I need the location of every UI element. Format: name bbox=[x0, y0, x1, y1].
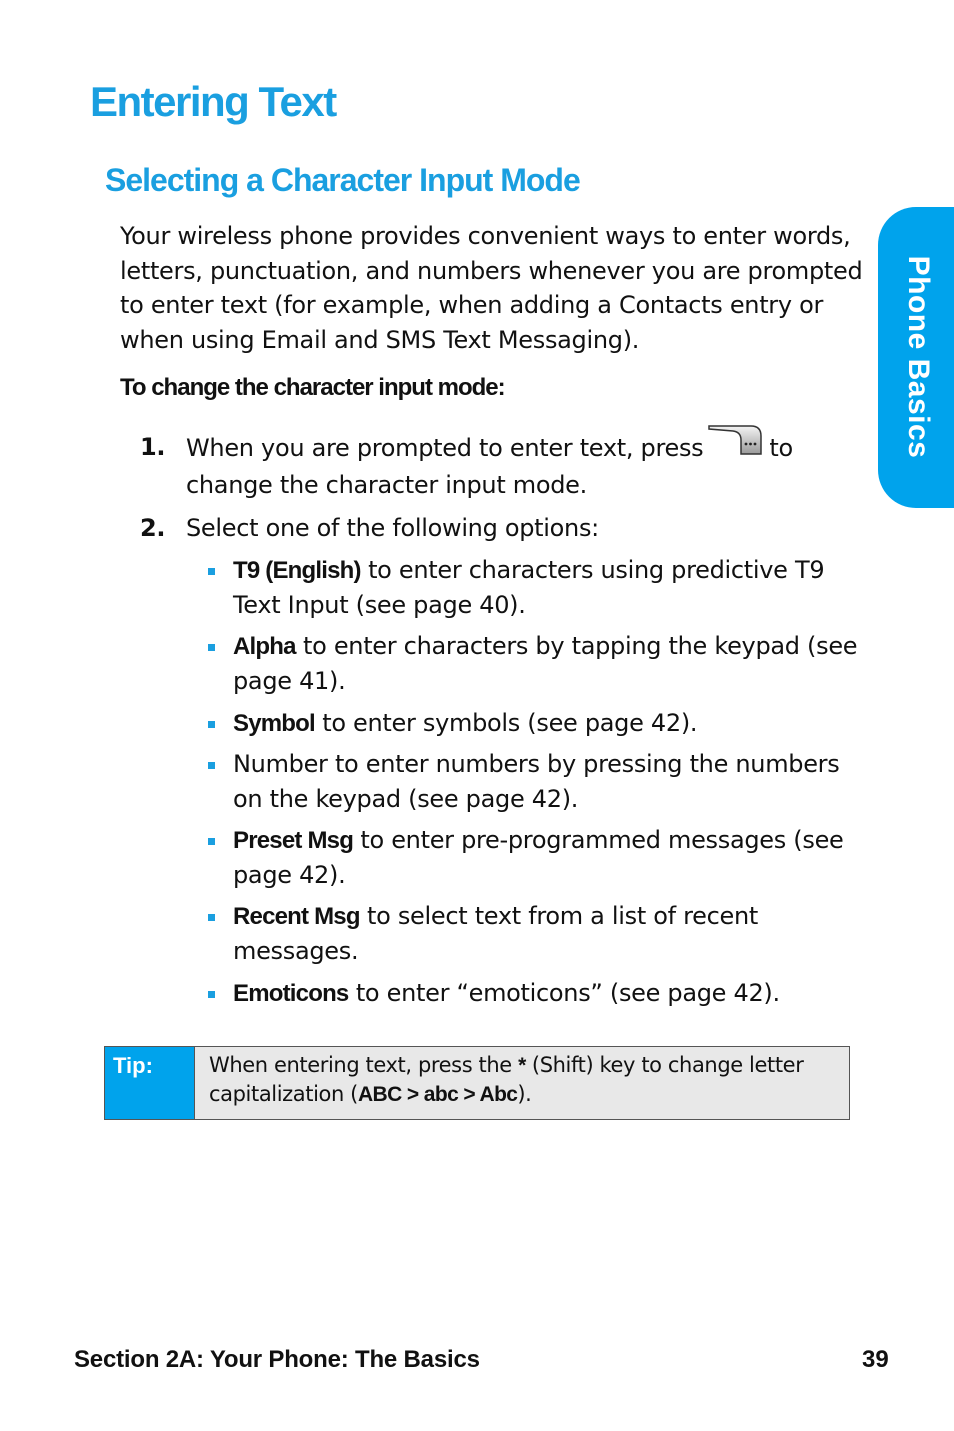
tip-label: Tip: bbox=[113, 1053, 153, 1078]
option-desc: to enter pre-programmed messages (see page 42). bbox=[233, 826, 844, 889]
side-tab-label: Phone Basics bbox=[902, 255, 935, 459]
option-desc: to enter characters by tapping the keypad (see page 41). bbox=[233, 632, 858, 695]
step-text: Select one of the following options: bbox=[186, 514, 599, 542]
procedure-lead: To change the character input mode: bbox=[120, 374, 505, 401]
step-text-before: When you are prompted to enter text, press bbox=[186, 434, 704, 462]
intro-paragraph: Your wireless phone provides convenient ways to enter words, letters, punctuation, and numbers whenever you are prompted to enter text (for example, when adding a Contacts entry or when using Email and SMS Text Messaging). bbox=[120, 222, 863, 354]
option-text bbox=[233, 899, 873, 969]
bullet-square bbox=[208, 991, 215, 998]
option-name: Preset Msg bbox=[233, 827, 354, 854]
option-desc: to enter “emoticons” (see page 42). bbox=[348, 979, 780, 1007]
bullet-square bbox=[208, 568, 215, 575]
section-heading: Selecting a Character Input Mode bbox=[105, 162, 580, 198]
capitalization-modes: ABC > abc > Abc bbox=[357, 1083, 518, 1106]
option-name: Recent Msg bbox=[233, 903, 360, 930]
option-name: T9 (English) bbox=[233, 557, 361, 584]
option-desc: to select text from a list of recent messages. bbox=[233, 902, 759, 965]
step-text-after: to change the character input mode. bbox=[186, 434, 793, 499]
option-name: Symbol bbox=[233, 710, 315, 737]
shift-key: * bbox=[518, 1054, 526, 1077]
step-number: 1. bbox=[140, 433, 166, 461]
option-text bbox=[233, 629, 873, 699]
option-name: Alpha bbox=[233, 633, 296, 660]
option-desc: to enter symbols (see page 42). bbox=[314, 709, 698, 737]
menu-softkey-icon bbox=[707, 422, 765, 468]
footer-page-number: 39 bbox=[862, 1346, 889, 1373]
bullet-square bbox=[208, 914, 215, 921]
tip-label-cell bbox=[105, 1047, 195, 1119]
bullet-square bbox=[208, 721, 215, 728]
page-title: Entering Text bbox=[90, 78, 336, 125]
tip-box bbox=[104, 1046, 850, 1120]
tip-text-part: (Shift) key to change letter capitalization ( bbox=[209, 1053, 804, 1106]
option-text bbox=[233, 747, 873, 817]
bullet-square bbox=[208, 762, 215, 769]
bullet-square bbox=[208, 644, 215, 651]
option-text bbox=[233, 976, 873, 1011]
step-number: 2. bbox=[140, 514, 166, 542]
option-text bbox=[233, 553, 873, 623]
option-text bbox=[233, 823, 873, 893]
option-name: Emoticons bbox=[233, 980, 349, 1007]
option-desc: Number to enter numbers by pressing the numbers on the keypad (see page 42). bbox=[233, 750, 840, 813]
tip-text bbox=[209, 1051, 839, 1109]
option-desc: to enter characters using predictive T9 Text Input (see page 40). bbox=[233, 556, 825, 619]
step-text bbox=[186, 430, 876, 503]
option-text bbox=[233, 706, 873, 741]
tip-text-part: When entering text, press the bbox=[209, 1053, 519, 1077]
tip-text-part: ). bbox=[517, 1082, 532, 1106]
bullet-square bbox=[208, 838, 215, 845]
footer-section: Section 2A: Your Phone: The Basics bbox=[74, 1346, 480, 1373]
